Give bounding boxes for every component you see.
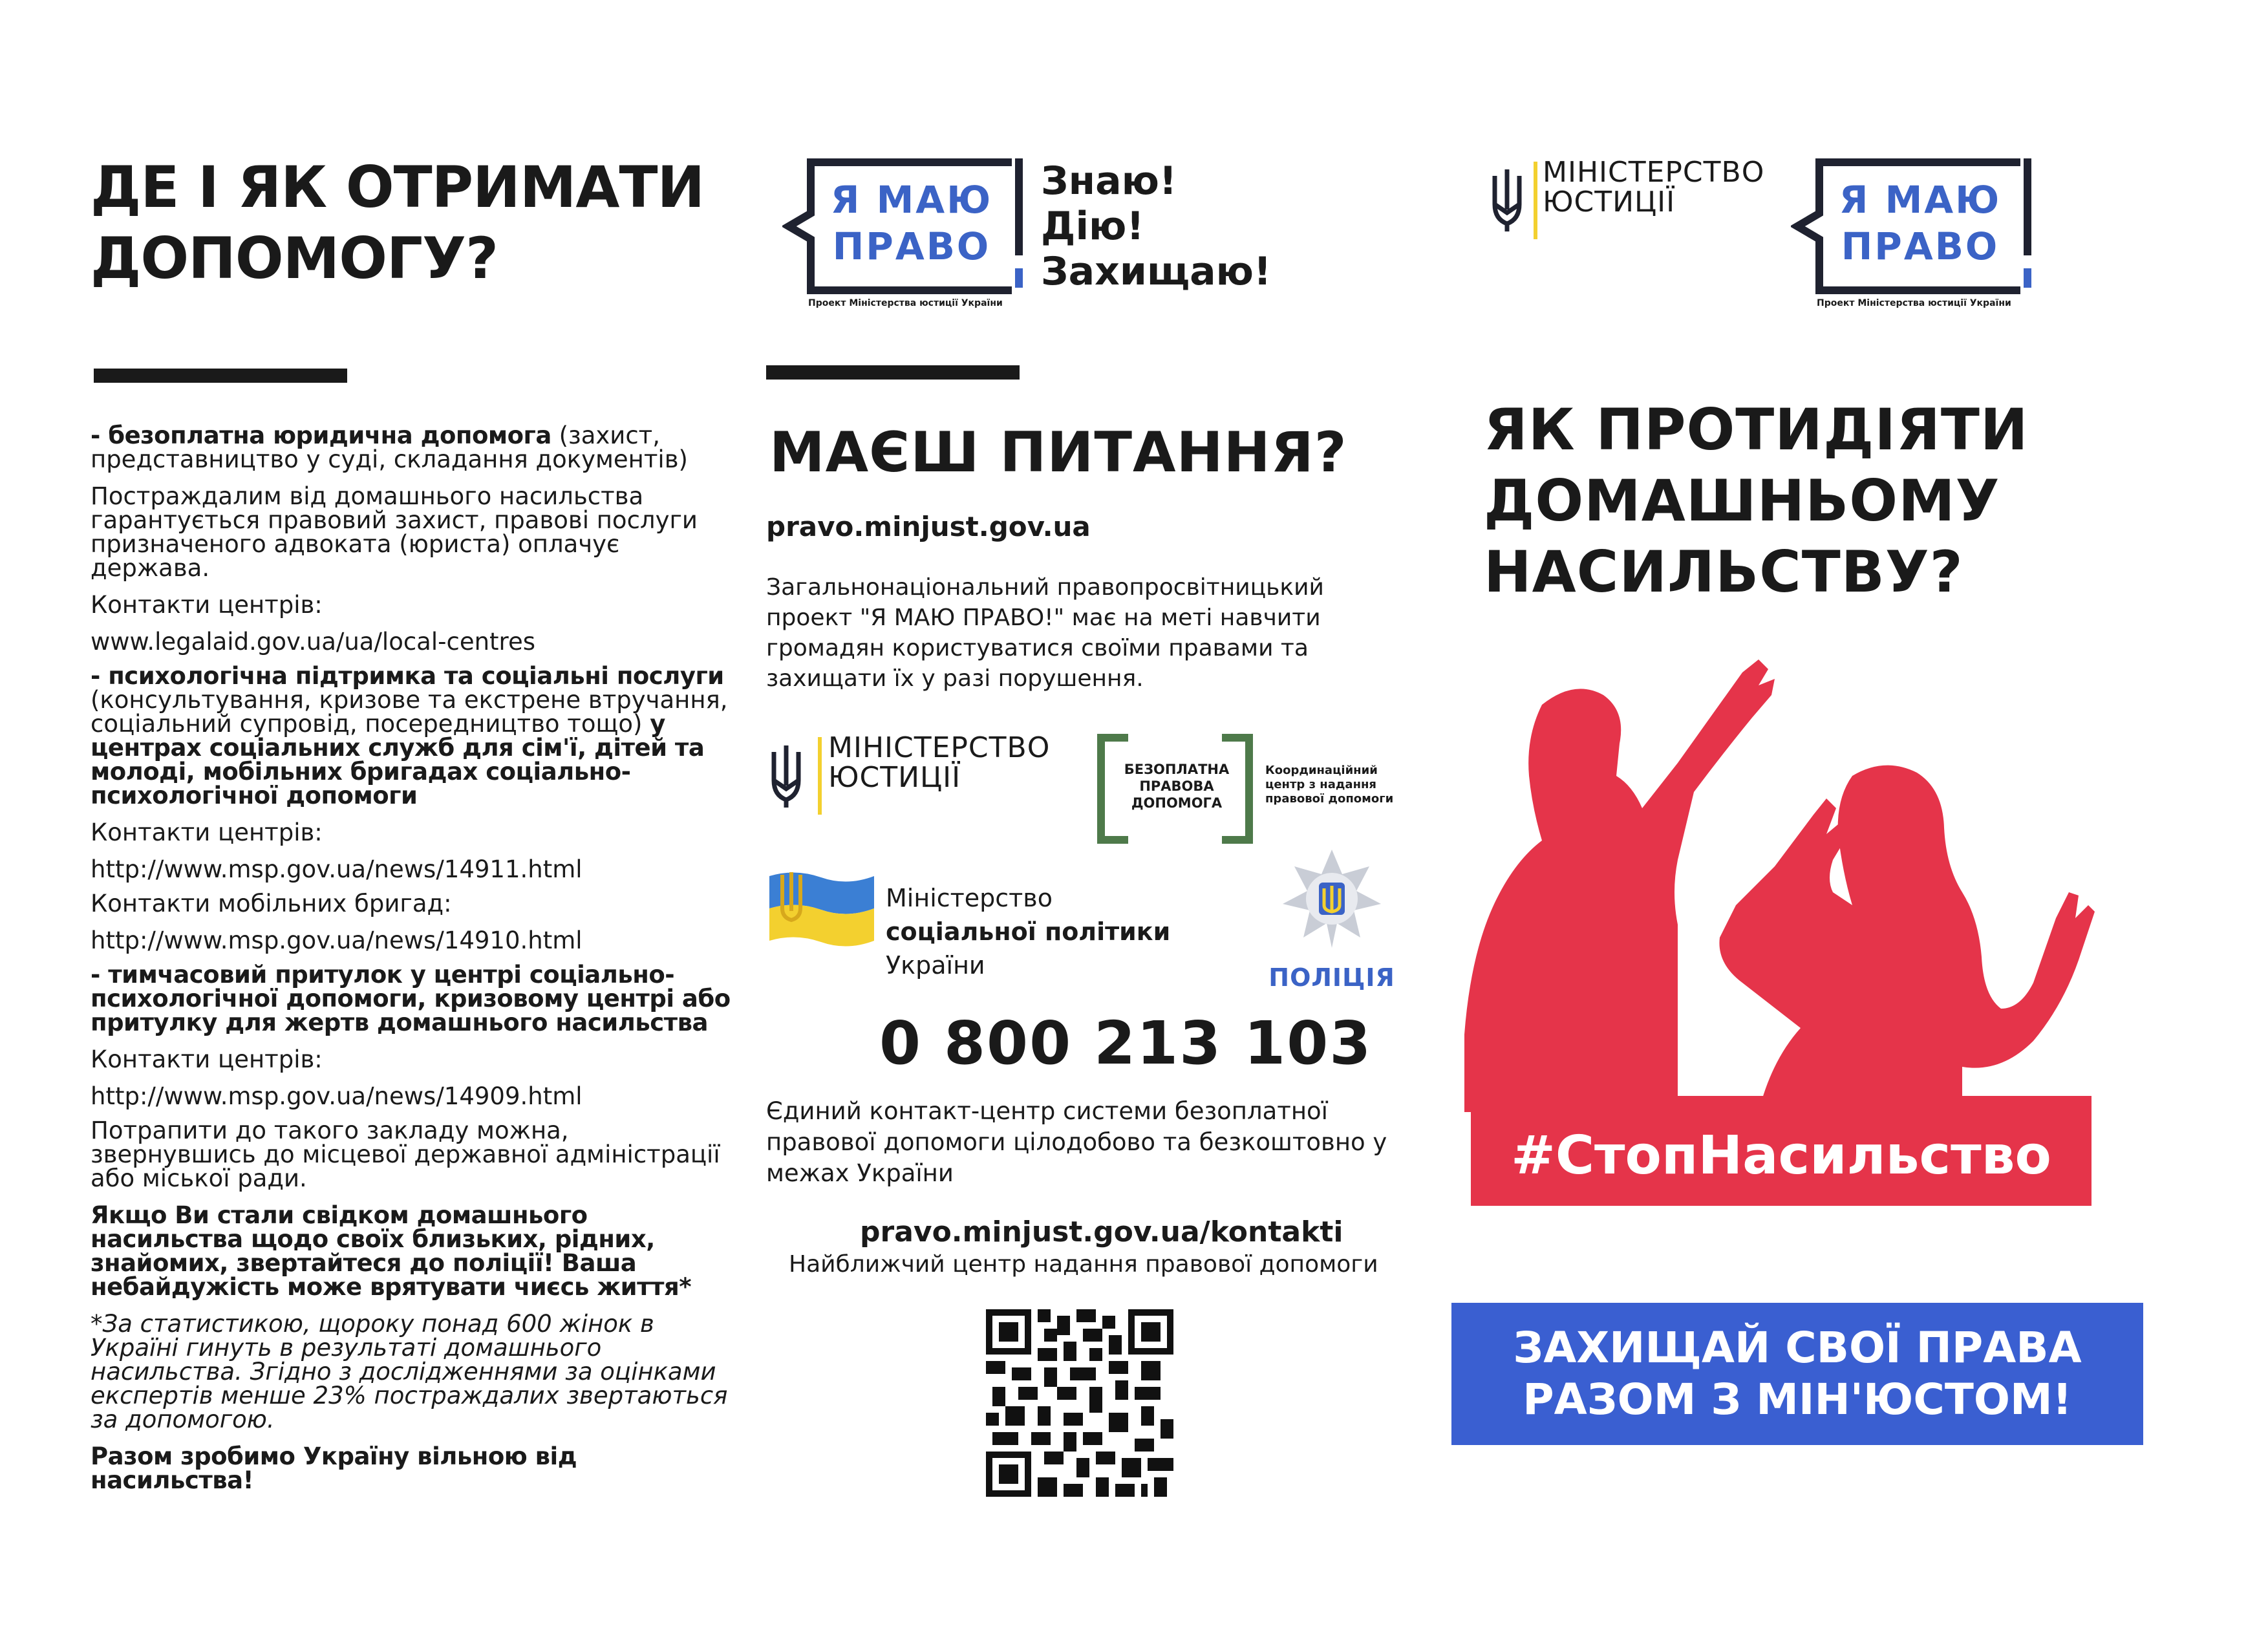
contact-center-description: Єдиний контакт-центр системи безоплатної правової допомоги цілодобово та безкоштовно у межах України xyxy=(766,1097,1387,1187)
left-heading xyxy=(91,152,704,294)
slogan-line1: Знаю! xyxy=(1041,158,1177,204)
logo-caption: Проект Міністерства юстиції України xyxy=(1817,298,2011,308)
project-description: Загальнонаціональний правопросвітницький проект "Я МАЮ ПРАВО!" має на меті навчити громадян користуватися своїми правами та захищати їх у разі порушення. xyxy=(766,574,1324,692)
slogan xyxy=(1041,158,1271,294)
middle-divider xyxy=(766,365,1020,380)
legal-aid-description: Постраждалим від домашнього насильства гарантується правовий захист, правові послуги призначеного адвоката (юриста) оплачує держава. xyxy=(91,482,698,582)
legal-aid-line1: БЕЗОПЛАТНА xyxy=(1124,762,1230,777)
psych-support-item xyxy=(91,664,731,808)
police-logo xyxy=(1267,847,1396,996)
coord-line3: правової допомоги xyxy=(1265,792,1394,806)
msp-logo xyxy=(763,863,1254,980)
minjust-line1: МІНІСТЕРСТВО xyxy=(828,731,1051,764)
legal-aid-title: - безоплатна юридична допомога xyxy=(91,422,551,449)
minjust-logo-right xyxy=(1487,155,1765,252)
call-to-action-text xyxy=(1451,1322,2143,1426)
right-panel xyxy=(1448,0,2192,1650)
minjust-logo xyxy=(766,731,1064,834)
legalaid-link[interactable]: www.legalaid.gov.ua/ua/local-centres xyxy=(91,628,535,656)
banner-line2: РАЗОМ З МІН'ЮСТОМ! xyxy=(1523,1375,2072,1424)
right-heading xyxy=(1484,394,2029,608)
yellow-bar xyxy=(1534,162,1537,239)
msp-bold: соціальної політики xyxy=(886,917,1171,946)
psych-support-where: у центрах соціальних служб для сім'ї, дітей та молоді, мобільних бригадах соціально-психологічної допомоги xyxy=(91,710,705,809)
police-badge-icon xyxy=(1280,847,1384,950)
mobile-contacts-label: Контакти мобільних бригад: xyxy=(91,890,452,917)
minjust-line2: ЮСТИЦІЇ xyxy=(1543,186,1676,219)
legal-aid-item xyxy=(91,423,731,471)
left-body xyxy=(91,423,731,1505)
contacts-label: Контакти центрів: xyxy=(91,1045,323,1073)
legal-aid-detail: (захист, представництво у суді, складання документів) xyxy=(91,422,688,473)
trident-icon xyxy=(766,740,806,811)
banner-line1: ЗАХИЩАЙ СВОЇ ПРАВА xyxy=(1513,1323,2082,1373)
logo-line2: ПРАВО xyxy=(1841,224,2000,268)
minjust-line1: МІНІСТЕРСТВО xyxy=(1543,156,1765,189)
shelter-description: Потрапити до такого закладу можна, звернувшись до місцевої державної адміністрації або міської ради. xyxy=(91,1117,720,1192)
logo-caption: Проект Міністерства юстиції України xyxy=(808,298,1003,308)
qr-code[interactable] xyxy=(986,1309,1173,1497)
closing-slogan: Разом зробимо Україну вільною від насильства! xyxy=(91,1442,577,1494)
msp-link-14910[interactable]: http://www.msp.gov.ua/news/14910.html xyxy=(91,927,583,954)
logo-line1: Я МАЮ xyxy=(830,178,993,222)
minjust-line2: ЮСТИЦІЇ xyxy=(828,761,961,794)
violence-silhouette xyxy=(1464,647,2098,1112)
msp-link-14911[interactable]: http://www.msp.gov.ua/news/14911.html xyxy=(91,855,583,883)
legal-aid-logo xyxy=(1096,734,1419,844)
legal-aid-line3: ДОПОМОГА xyxy=(1131,795,1223,811)
coord-line2: центр з надання xyxy=(1265,778,1376,791)
msp-link-14909[interactable]: http://www.msp.gov.ua/news/14909.html xyxy=(91,1082,583,1110)
left-panel xyxy=(91,0,731,1650)
left-divider xyxy=(94,369,347,383)
ya-mayu-pravo-logo-right xyxy=(1791,158,2043,314)
trident-icon xyxy=(1487,164,1527,235)
slogan-line3: Захищаю! xyxy=(1041,249,1272,294)
left-heading-line1: ДЕ І ЯК ОТРИМАТИ xyxy=(91,154,705,220)
shelter-item: - тимчасовий притулок у центрі соціально-психологічної допомоги, кризовому центрі або притулку для жертв домашнього насильства xyxy=(91,961,731,1036)
contacts-label: Контакти центрів: xyxy=(91,591,323,619)
police-label: ПОЛІЦІЯ xyxy=(1268,963,1395,992)
coord-line1: Координаційний xyxy=(1265,764,1378,777)
logo-line2: ПРАВО xyxy=(832,224,991,268)
middle-panel xyxy=(763,0,1422,1650)
slogan-line2: Дію! xyxy=(1041,204,1144,249)
questions-heading: МАЄШ ПИТАННЯ? xyxy=(769,420,1347,485)
psych-support-title: - психологічна підтримка та соціальні послуги xyxy=(91,662,724,690)
right-heading-line2: ДОМАШНЬОМУ xyxy=(1484,467,2000,534)
yellow-bar xyxy=(818,737,822,815)
psych-support-detail: (консультування, кризове та екстрене втручання, соціальний супровід, посередництво тощо) xyxy=(91,686,728,738)
right-heading-line3: НАСИЛЬСТВУ? xyxy=(1484,539,1963,605)
right-heading-line1: ЯК ПРОТИДІЯТИ xyxy=(1484,396,2029,463)
contacts-label: Контакти центрів: xyxy=(91,819,323,846)
logo-line1: Я МАЮ xyxy=(1839,178,2002,222)
left-heading-line2: ДОПОМОГУ? xyxy=(91,225,498,292)
ukraine-flag-icon xyxy=(763,863,876,954)
legal-aid-line2: ПРАВОВА xyxy=(1139,778,1214,794)
msp-rest: України xyxy=(886,951,985,980)
site-link[interactable]: pravo.minjust.gov.ua xyxy=(766,511,1091,542)
hashtag-label: #СтопНасильство xyxy=(1511,1125,2051,1186)
ya-mayu-pravo-logo xyxy=(782,158,1034,314)
msp-line1: Міністерство xyxy=(886,884,1053,912)
witness-call: Якщо Ви стали свідком домашнього насильства щодо своїх близьких, рідних, знайомих, звертайтеся до поліції! Ваша небайдужість може врятувати чиєсь життя* xyxy=(91,1201,692,1301)
statistics-note: *За статистикою, щороку понад 600 жінок в Україні гинуть в результаті домашнього насильства. Згідно з дослідженнями за оцінками експертів менше 23% постраждалих звертаються за допомогою. xyxy=(91,1310,728,1433)
nearest-center-label: Найближчий центр надання правової допомоги xyxy=(789,1251,1378,1278)
hotline-phone[interactable]: 0 800 213 103 xyxy=(879,1009,1373,1078)
contacts-link[interactable]: pravo.minjust.gov.ua/kontakti xyxy=(860,1216,1343,1248)
